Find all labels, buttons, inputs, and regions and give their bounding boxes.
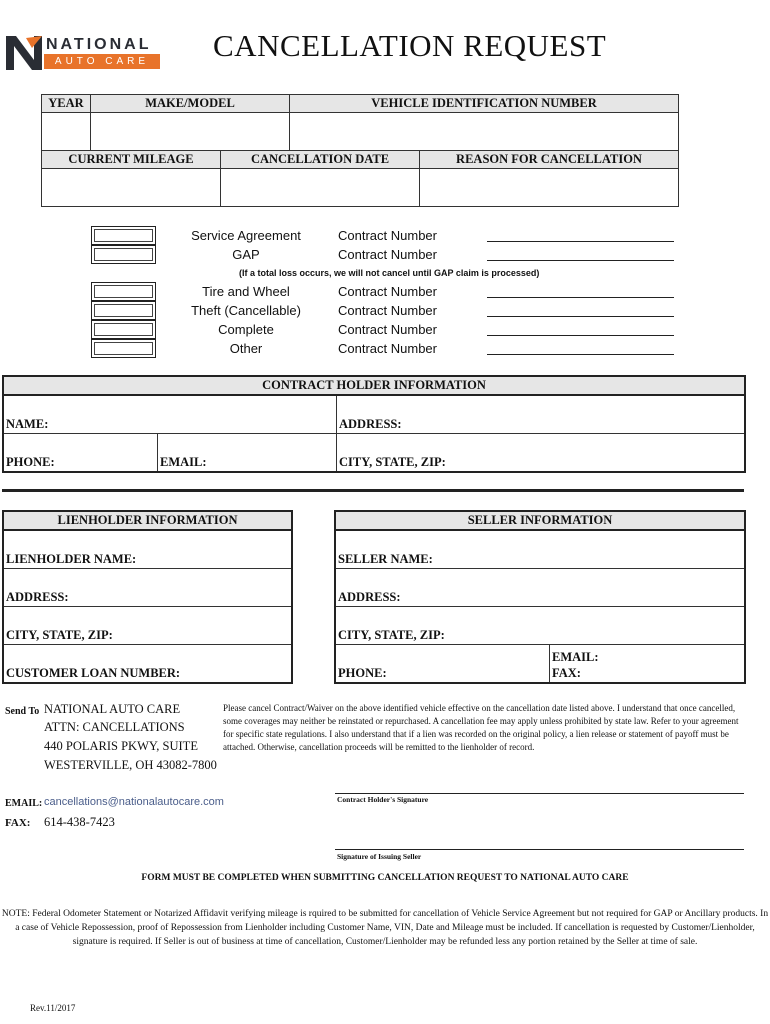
seller-section <box>334 510 746 684</box>
contract-number-field[interactable] <box>487 285 674 298</box>
checkbox-gap[interactable] <box>91 245 156 264</box>
note-paragraph: NOTE: Federal Odometer Statement or Notarized Affidavit verifying mileage is rquired to be submitted for cancellation of Vehicle Service Agreement but not required for GAP or Ancillary products. In a case of Vehicle Repossession, proof of Repossession from Lienholder including Customer Name, VIN, Date and Mileage must be included. If cancellation is requested by Customer/Lienholder, signature is required. If Seller is out of business at time of cancellation, Customer/Lienholder may be refunded less any portion retained by the Seller at time of sale. <box>1 909 769 947</box>
contract-number-label: Contract Number <box>338 228 437 243</box>
reason-field[interactable] <box>420 169 679 207</box>
label-service-agreement: Service Agreement <box>191 228 301 243</box>
contract-number-field[interactable] <box>487 229 674 242</box>
contract-number-field[interactable] <box>487 248 674 261</box>
contract-holder-section <box>2 375 746 473</box>
seller-address-label: ADDRESS: <box>338 590 401 604</box>
holder-signature-label: Contract Holder's Signature <box>337 795 429 804</box>
loan-number-label: CUSTOMER LOAN NUMBER: <box>6 666 181 680</box>
vehicle-info-table <box>41 94 679 151</box>
seller-phone-label: PHONE: <box>338 666 387 680</box>
cancel-date-header: CANCELLATION DATE <box>221 151 420 169</box>
send-to-label: Send To <box>5 706 40 717</box>
contract-number-label: Contract Number <box>338 284 437 299</box>
send-to-line2: ATTN: CANCELLATIONS <box>44 720 185 734</box>
contract-number-field[interactable] <box>487 323 674 336</box>
label-gap: GAP <box>232 247 260 262</box>
cancel-date-field[interactable] <box>221 169 420 207</box>
fax-number: 614-438-7423 <box>44 815 115 829</box>
logo-word-auto-care: AUTO CARE <box>44 54 160 69</box>
must-complete-notice: FORM MUST BE COMPLETED WHEN SUBMITTING CANCELLATION REQUEST TO NATIONAL AUTO CARE <box>141 873 629 883</box>
lienholder-section <box>2 510 293 684</box>
lienholder-heading: LIENHOLDER INFORMATION <box>4 512 291 531</box>
contract-number-label: Contract Number <box>338 303 437 318</box>
make-model-header: MAKE/MODEL <box>91 95 290 113</box>
seller-fax-label: FAX: <box>552 666 581 680</box>
label-tire-wheel: Tire and Wheel <box>202 284 290 299</box>
checkbox-other[interactable] <box>91 339 156 358</box>
checkbox-theft[interactable] <box>91 301 156 320</box>
seller-city-label: CITY, STATE, ZIP: <box>338 628 445 642</box>
seller-heading: SELLER INFORMATION <box>336 512 744 531</box>
holder-phone-label: PHONE: <box>6 455 55 469</box>
send-to-line1: NATIONAL AUTO CARE <box>44 702 181 716</box>
holder-address-label: ADDRESS: <box>339 417 402 431</box>
make-model-field[interactable] <box>91 113 290 151</box>
send-to-line4: WESTERVILLE, OH 43082-7800 <box>44 758 217 772</box>
gap-note: (If a total loss occurs, we will not cancel until GAP claim is processed) <box>239 268 540 278</box>
lienholder-city-label: CITY, STATE, ZIP: <box>6 628 113 642</box>
holder-city-label: CITY, STATE, ZIP: <box>339 455 446 469</box>
label-theft: Theft (Cancellable) <box>191 303 301 318</box>
seller-email-label: EMAIL: <box>552 650 599 664</box>
lienholder-name-label: LIENHOLDER NAME: <box>6 552 137 566</box>
checkbox-service-agreement[interactable] <box>91 226 156 245</box>
mileage-header: CURRENT MILEAGE <box>42 151 221 169</box>
contract-holder-heading: CONTRACT HOLDER INFORMATION <box>4 377 744 396</box>
seller-signature-label: Signature of Issuing Seller <box>337 852 422 861</box>
holder-signature-line[interactable] <box>335 793 744 794</box>
section-divider <box>2 489 744 492</box>
lienholder-address-label: ADDRESS: <box>6 590 69 604</box>
contract-number-label: Contract Number <box>338 247 437 262</box>
contract-number-label: Contract Number <box>338 322 437 337</box>
cancellation-disclaimer: Please cancel Contract/Waiver on the above identified vehicle effective on the cancellation date listed above. I understand that once cancelled, some coverages may neither be reinstated or repurchased. A cancellation fee may apply unless prohibited by state law. Refer to your agreement for specific state regulations. I also understand that if a lien was recorded on the original policy, a lien release or statement of payoff must be attached. Otherwise, cancellation proceeds will be remitted to the lienholder of record. <box>223 703 739 752</box>
seller-signature-line[interactable] <box>335 849 744 850</box>
holder-name-label: NAME: <box>6 417 49 431</box>
vin-field[interactable] <box>290 113 679 151</box>
email-link[interactable]: cancellations@nationalautocare.com <box>44 796 224 808</box>
checkbox-complete[interactable] <box>91 320 156 339</box>
checkbox-tire-wheel[interactable] <box>91 282 156 301</box>
year-header: YEAR <box>42 95 91 113</box>
mileage-field[interactable] <box>42 169 221 207</box>
label-other: Other <box>229 341 263 356</box>
contract-number-field[interactable] <box>487 342 674 355</box>
vin-header: VEHICLE IDENTIFICATION NUMBER <box>290 95 679 113</box>
logo-word-national: NATIONAL <box>46 36 152 53</box>
page-title: CANCELLATION REQUEST <box>213 28 607 63</box>
contract-number-label: Contract Number <box>338 341 437 356</box>
reason-header: REASON FOR CANCELLATION <box>420 151 679 169</box>
contract-number-field[interactable] <box>487 304 674 317</box>
revision-label: Rev.11/2017 <box>30 1003 76 1013</box>
mileage-table <box>41 150 679 207</box>
fax-label: FAX: <box>5 817 31 829</box>
label-complete: Complete <box>218 322 274 337</box>
year-field[interactable] <box>42 113 91 151</box>
send-to-line3: 440 POLARIS PKWY, SUITE <box>44 739 198 753</box>
holder-email-label: EMAIL: <box>160 455 207 469</box>
email-label: EMAIL: <box>5 798 43 809</box>
seller-name-label: SELLER NAME: <box>338 552 433 566</box>
